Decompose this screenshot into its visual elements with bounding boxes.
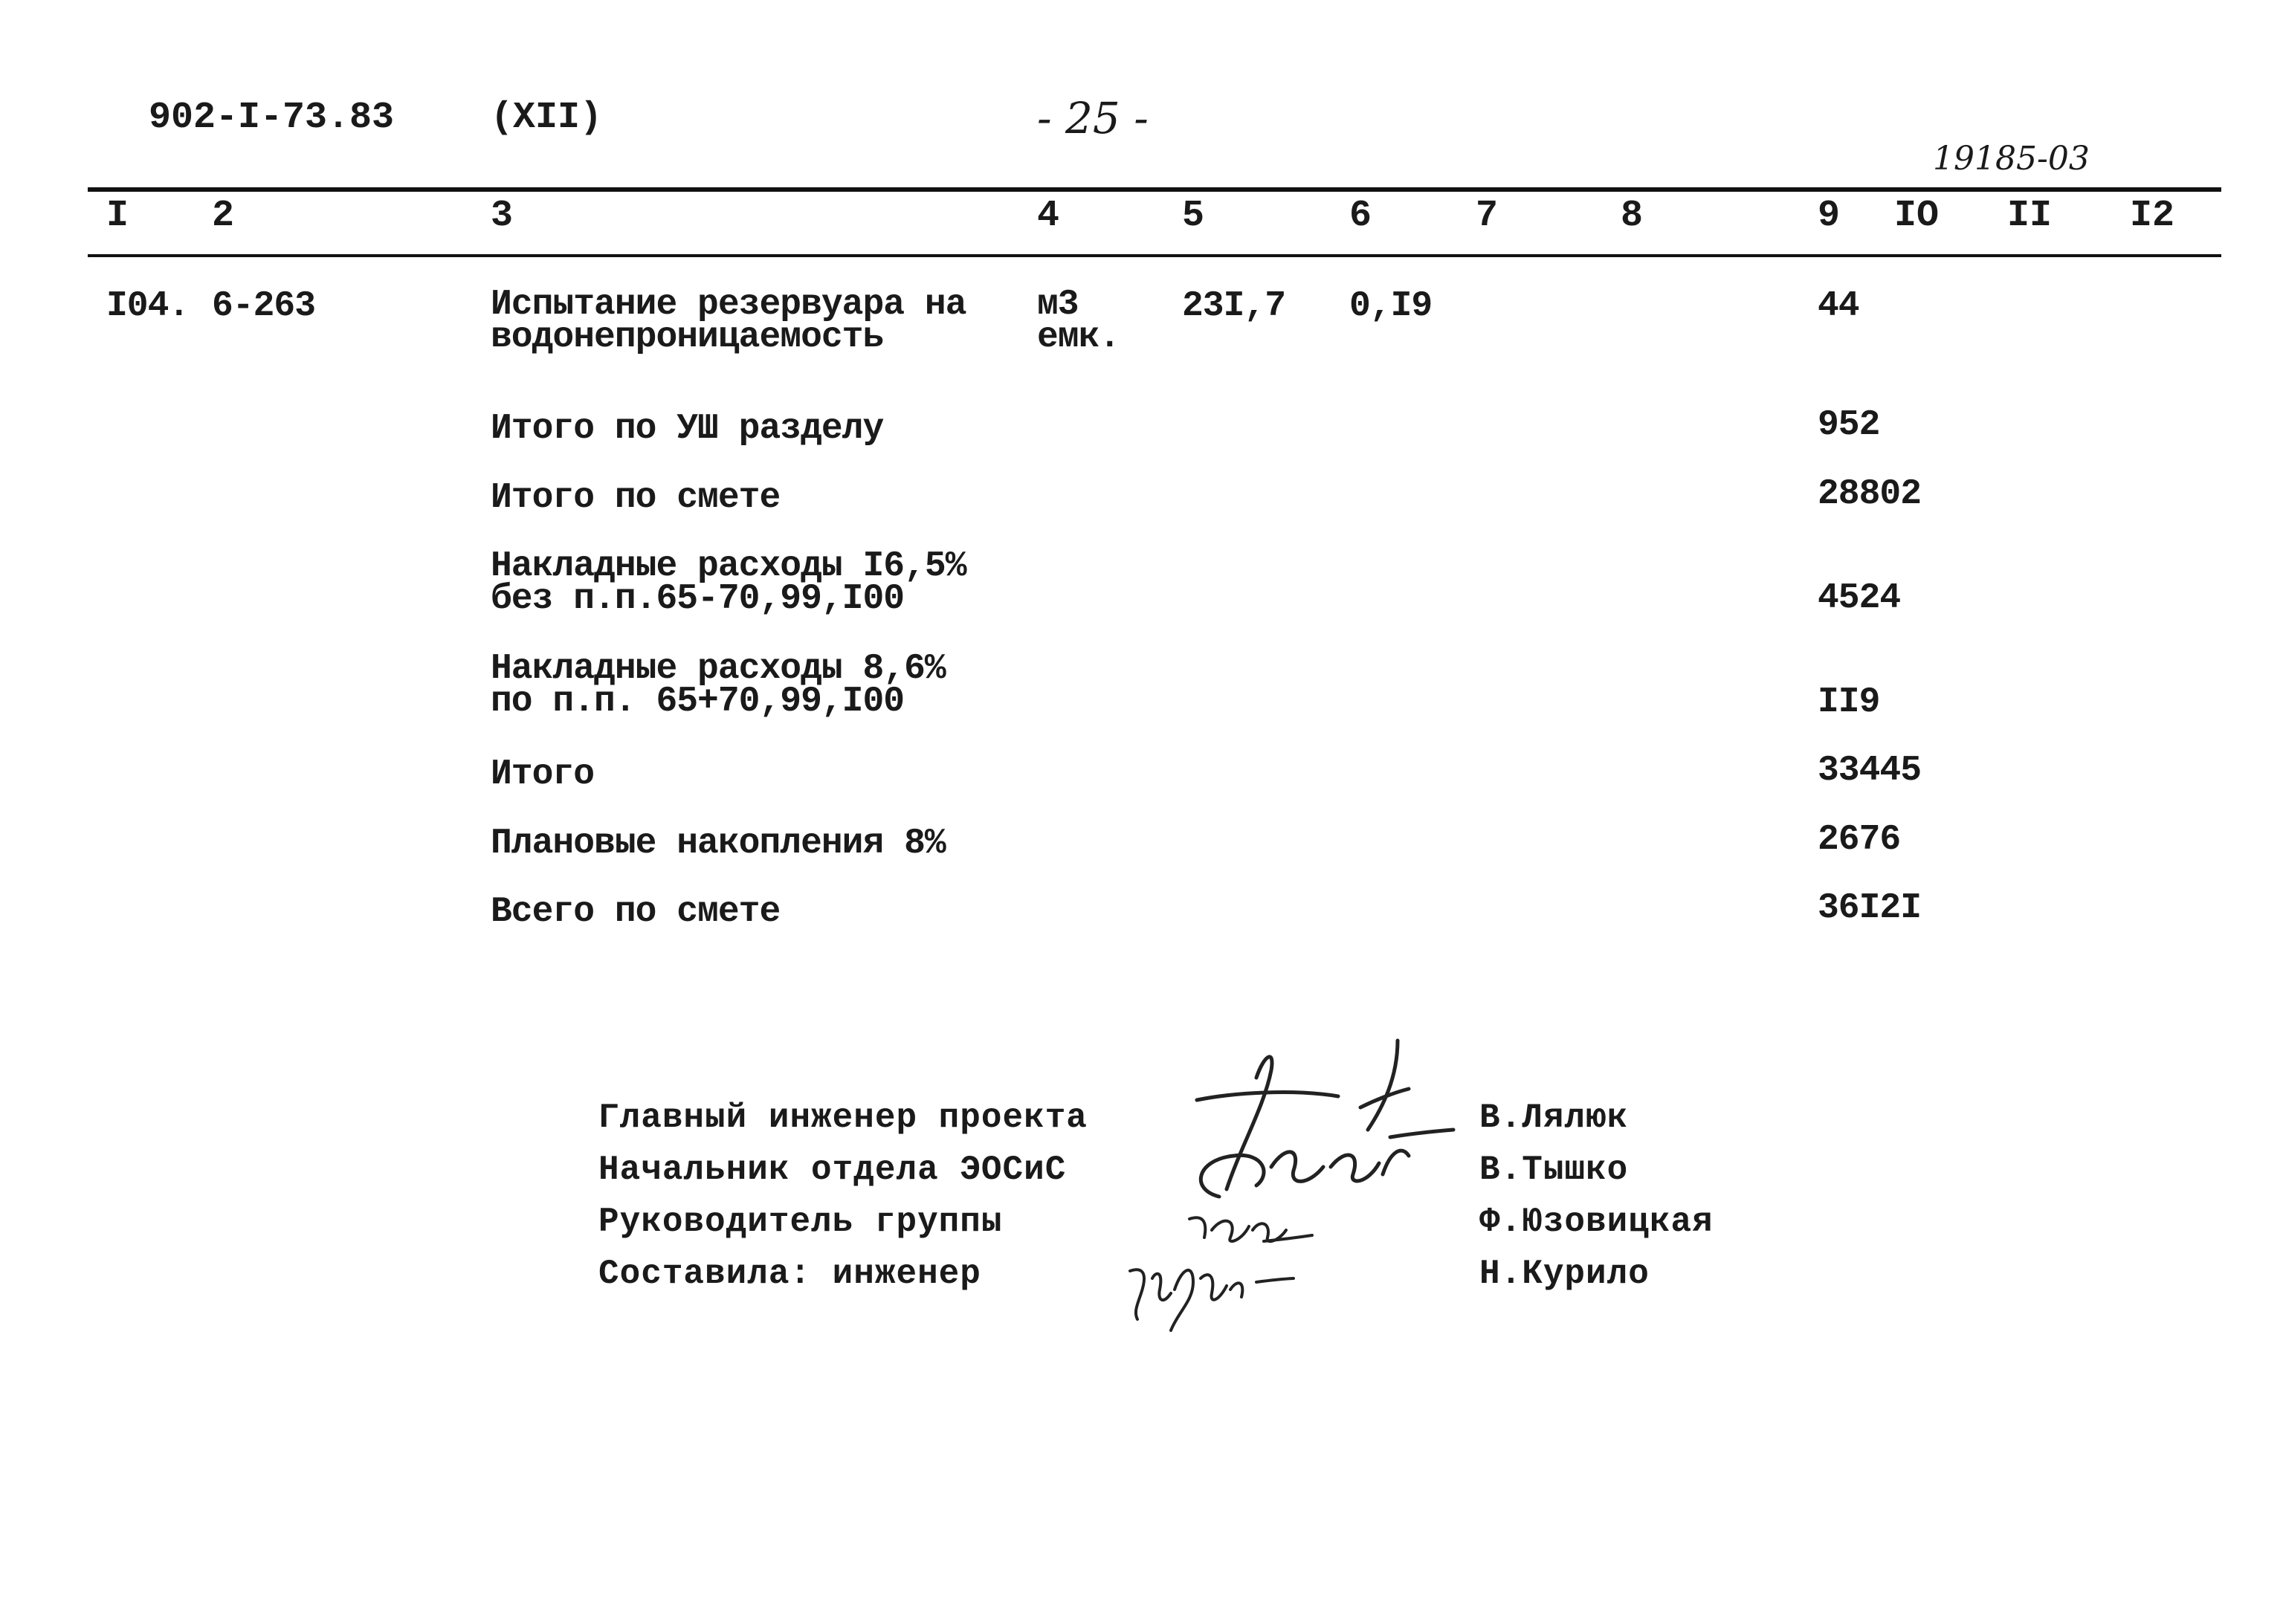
item-total: 44	[1818, 286, 1859, 326]
signature-name: В.Лялюк	[1479, 1099, 1629, 1137]
total-label: Итого по УШ разделу	[491, 409, 884, 449]
item-name: Испытание резервуара на водонепроницаемость	[491, 285, 966, 358]
total-value: 28802	[1818, 474, 1922, 514]
col-12: I2	[2130, 195, 2175, 237]
page-number: - 25 -	[1037, 93, 1149, 143]
total-label: Накладные расходы 8,6% по п.п. 65+70,99,I00	[491, 649, 946, 722]
signature-name: Ф.Юзовицкая	[1479, 1203, 1714, 1241]
signature-name: Н.Курило	[1479, 1255, 1650, 1293]
col-5: 5	[1182, 195, 1205, 237]
handwritten-signature-group-lead	[1182, 1197, 1316, 1256]
total-label: Плановые накопления 8%	[491, 824, 946, 864]
signature-role: Составила: инженер	[598, 1255, 981, 1293]
document-code: 902-I-73.83	[149, 97, 395, 139]
total-label: Всего по смете	[491, 892, 781, 932]
col-2: 2	[212, 195, 235, 237]
total-value: 952	[1818, 405, 1880, 445]
signature-name: В.Тышко	[1479, 1151, 1629, 1189]
total-value: 2676	[1818, 820, 1901, 860]
total-value: II9	[1818, 682, 1880, 722]
col-10: IO	[1894, 195, 1940, 237]
total-label: Накладные расходы I6,5% без п.п.65-70,99,I00	[491, 546, 966, 619]
signature-role: Начальник отдела ЭОСиС	[598, 1151, 1067, 1189]
item-unit: м3 емк.	[1037, 285, 1120, 358]
signature-role: Главный инженер проекта	[598, 1099, 1088, 1137]
inventory-number: 19185-03	[1933, 140, 2090, 178]
item-number: I04.	[106, 286, 190, 326]
total-value: 36I2I	[1818, 888, 1922, 928]
col-8: 8	[1621, 195, 1644, 237]
total-value: 33445	[1818, 751, 1922, 791]
handwritten-signature-chief-engineer	[1145, 1018, 1457, 1211]
col-1: I	[106, 195, 129, 237]
table-header-rule	[88, 254, 2221, 257]
table-top-rule	[88, 187, 2221, 192]
col-4: 4	[1037, 195, 1060, 237]
col-3: 3	[491, 195, 514, 237]
album-number: (XII)	[491, 97, 603, 139]
handwritten-signature-engineer	[1119, 1249, 1297, 1345]
col-11: II	[2007, 195, 2053, 237]
total-label: Итого	[491, 754, 595, 795]
col-9: 9	[1818, 195, 1841, 237]
item-code: 6-263	[212, 286, 316, 326]
col-6: 6	[1349, 195, 1372, 237]
item-quantity: 23I,7	[1182, 286, 1286, 326]
item-unit-cost: 0,I9	[1349, 286, 1433, 326]
total-value: 4524	[1818, 578, 1901, 618]
total-label: Итого по смете	[491, 478, 781, 518]
signature-role: Руководитель группы	[598, 1203, 1003, 1241]
col-7: 7	[1476, 195, 1499, 237]
